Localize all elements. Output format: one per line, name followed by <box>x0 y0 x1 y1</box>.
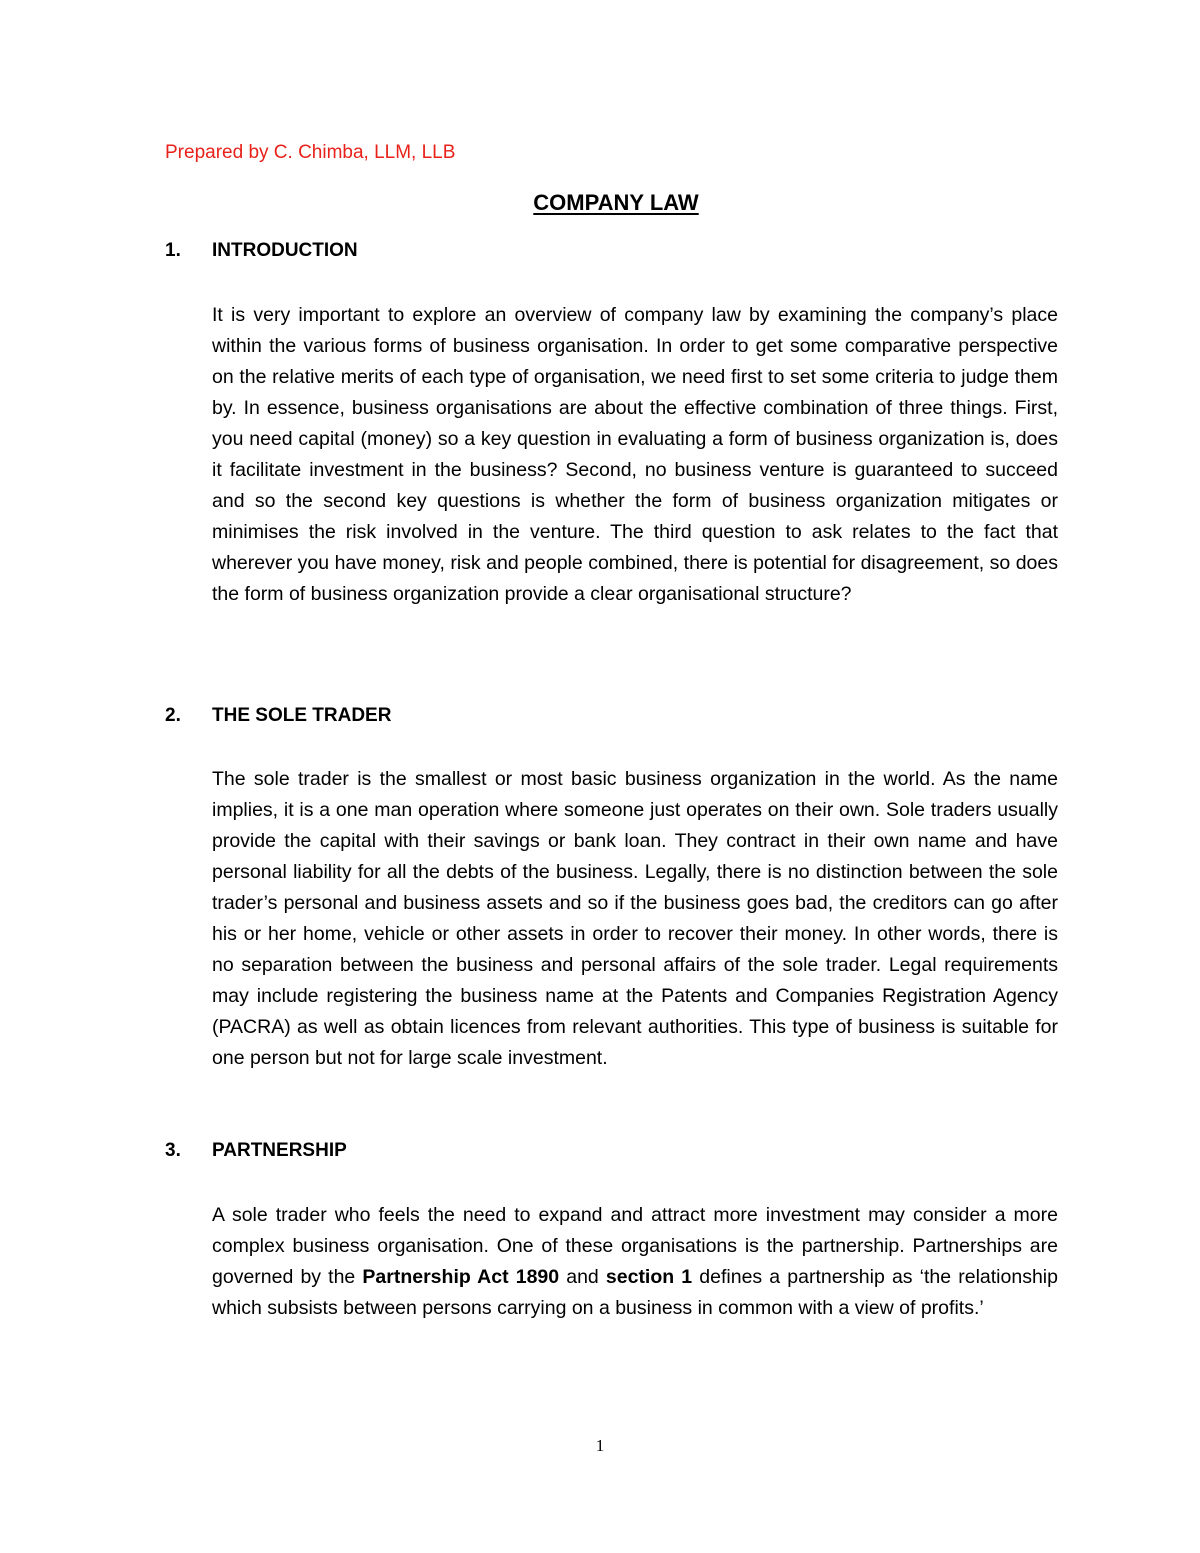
paragraph-text: and <box>559 1266 606 1288</box>
paragraph-text: defines a partnership as ‘the relationship which subsists between persons carrying on a business in common with a view of profits.’ <box>212 1266 1058 1319</box>
prepared-by-line: Prepared by C. Chimba, LLM, LLB <box>165 142 456 163</box>
section-heading-sole-trader <box>165 705 391 727</box>
section-number: 1. <box>165 240 181 261</box>
section-paragraph-sole-trader: The sole trader is the smallest or most basic business organization in the world. As the name implies, it is a one man operation where someone just operates on their own. Sole traders usually provide the capital with their savings or bank loan. They contract in their own name and have personal liability for all the debts of the business. Legally, there is no distinction between the sole trader’s personal and business assets and so if the business goes bad, the creditors can go after his or her home, vehicle or other assets in order to recover their money. In other words, there is no separation between the business and personal affairs of the sole trader. Legal requirements may include registering the business name at the Patents and Companies Registration Agency (PACRA) as well as obtain licences from relevant authorities. This type of business is suitable for one person but not for large scale investment. <box>212 768 1058 1069</box>
section-paragraph-introduction: It is very important to explore an overview of company law by examining the company’s place within the various forms of business organisation. In order to get some comparative perspective on the relative merits of each type of organisation, we need first to set some criteria to judge them by. In essence, business organisations are about the effective combination of three things. First, you need capital (money) so a key question in evaluating a form of business organization is, does it facilitate investment in the business? Second, no business venture is guaranteed to succeed and so the second key questions is whether the form of business organization mitigates or minimises the risk involved in the venture. The third question to ask relates to the fact that wherever you have money, risk and people combined, there is potential for disagreement, so does the form of business organization provide a clear organisational structure? <box>212 304 1058 605</box>
statute-name: Partnership Act 1890 <box>362 1266 560 1288</box>
page-number: 1 <box>595 1436 605 1455</box>
section-heading-introduction <box>165 240 358 262</box>
section-paragraph-partnership <box>212 1200 1058 1324</box>
section-title: INTRODUCTION <box>212 240 358 261</box>
statute-section: section 1 <box>605 1266 693 1288</box>
document-title: COMPANY LAW <box>533 190 699 215</box>
section-title: PARTNERSHIP <box>212 1140 347 1161</box>
paragraph-text: A sole trader who feels the need to expand and attract more investment may consider a more complex business organisation. One of these organisations is the partnership. Partnerships are governed by the <box>212 1204 1058 1288</box>
section-heading-partnership <box>165 1140 347 1162</box>
section-title: THE SOLE TRADER <box>212 705 392 726</box>
section-number: 3. <box>165 1140 181 1161</box>
section-number: 2. <box>165 705 181 726</box>
